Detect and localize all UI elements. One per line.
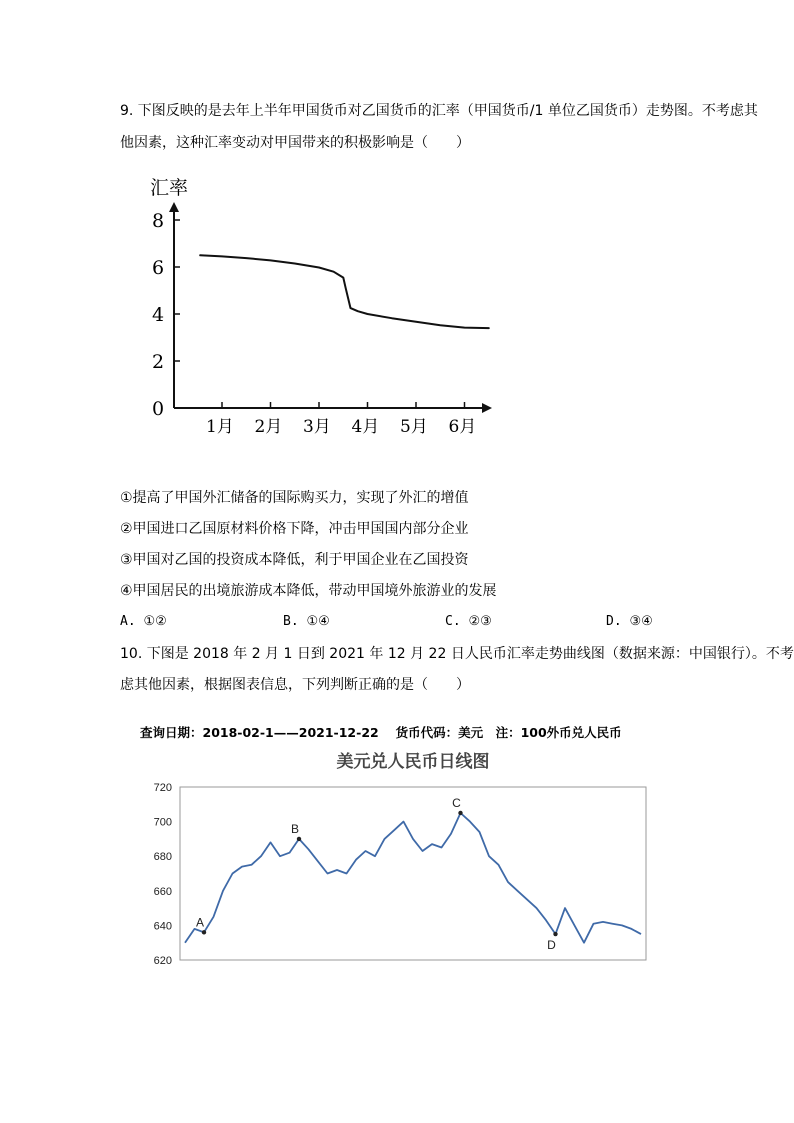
y-tick-label: 620 xyxy=(153,955,172,967)
q10-stem-line2: 虑其他因素，根据图表信息，下列判断正确的是（ ） xyxy=(120,677,470,693)
y-axis-label: 汇率 xyxy=(150,177,189,199)
q9-exchange-rate-chart xyxy=(130,170,530,460)
x-tick-label: 1月 xyxy=(206,417,234,437)
exchange-rate-curve xyxy=(200,255,489,328)
y-tick-label: 0 xyxy=(152,398,165,420)
q9-option-b[interactable]: B. ①④ xyxy=(283,614,330,629)
chart-title: 美元兑人民币日线图 xyxy=(336,752,490,772)
annotation-label-c: C xyxy=(452,795,461,810)
q10-usd-cny-chart xyxy=(140,745,660,965)
annotation-point-b xyxy=(297,837,301,841)
q9-option-a[interactable]: A. ①② xyxy=(120,614,167,629)
y-tick-label: 700 xyxy=(153,816,172,829)
annotation-point-c xyxy=(458,811,462,815)
y-tick-label: 640 xyxy=(153,920,172,933)
q9-statement-1: ①提高了甲国外汇储备的国际购买力，实现了外汇的增值 xyxy=(120,490,469,506)
usd-cny-series-line xyxy=(185,813,641,943)
plot-area xyxy=(180,787,646,960)
q9-statement-2: ②甲国进口乙国原材料价格下降，冲击甲国国内部分企业 xyxy=(120,521,469,537)
q9-option-c[interactable]: C. ②③ xyxy=(445,614,492,629)
annotation-point-d xyxy=(553,932,557,936)
y-tick-label: 2 xyxy=(152,351,165,373)
y-tick-label: 8 xyxy=(152,210,165,232)
annotation-point-a xyxy=(202,930,206,934)
x-axis-arrow xyxy=(482,403,492,413)
y-tick-label: 6 xyxy=(152,257,165,279)
y-tick-label: 660 xyxy=(153,885,172,898)
x-tick-label: 6月 xyxy=(448,417,477,437)
annotation-label-a: A xyxy=(195,915,205,930)
annotation-label-b: B xyxy=(290,821,300,836)
q9-statement-4: ④甲国居民的出境旅游成本降低，带动甲国境外旅游业的发展 xyxy=(120,583,497,599)
q9-stem-line2: 他因素，这种汇率变动对甲国带来的积极影响是（ ） xyxy=(120,135,470,151)
q10-stem-line1: 10. 下图是 2018 年 2 月 1 日到 2021 年 12 月 22 日人民币汇率走势曲线图（数据来源：中国银行）。不考 xyxy=(120,646,794,662)
x-tick-label: 3月 xyxy=(303,417,331,437)
x-tick-label: 4月 xyxy=(351,417,380,437)
q9-stem-line1: 9. 下图反映的是去年上半年甲国货币对乙国货币的汇率（甲国货币/1 单位乙国货币）走势图。不考虑其 xyxy=(120,103,758,119)
y-tick-label: 680 xyxy=(153,851,172,864)
y-axis-arrow xyxy=(169,202,179,212)
annotation-label-d: D xyxy=(547,938,556,953)
q9-statement-3: ③甲国对乙国的投资成本降低，利于甲国企业在乙国投资 xyxy=(120,552,469,568)
q10-chart-query-header: 查询日期：2018-02-1——2021-12-22 货币代码：美元 注：100外币兑人民币 xyxy=(140,725,622,740)
x-tick-label: 2月 xyxy=(254,417,283,437)
x-tick-label: 5月 xyxy=(400,417,428,437)
y-tick-label: 4 xyxy=(152,304,165,326)
y-tick-label: 720 xyxy=(153,782,172,794)
q9-option-d[interactable]: D. ③④ xyxy=(606,614,653,629)
